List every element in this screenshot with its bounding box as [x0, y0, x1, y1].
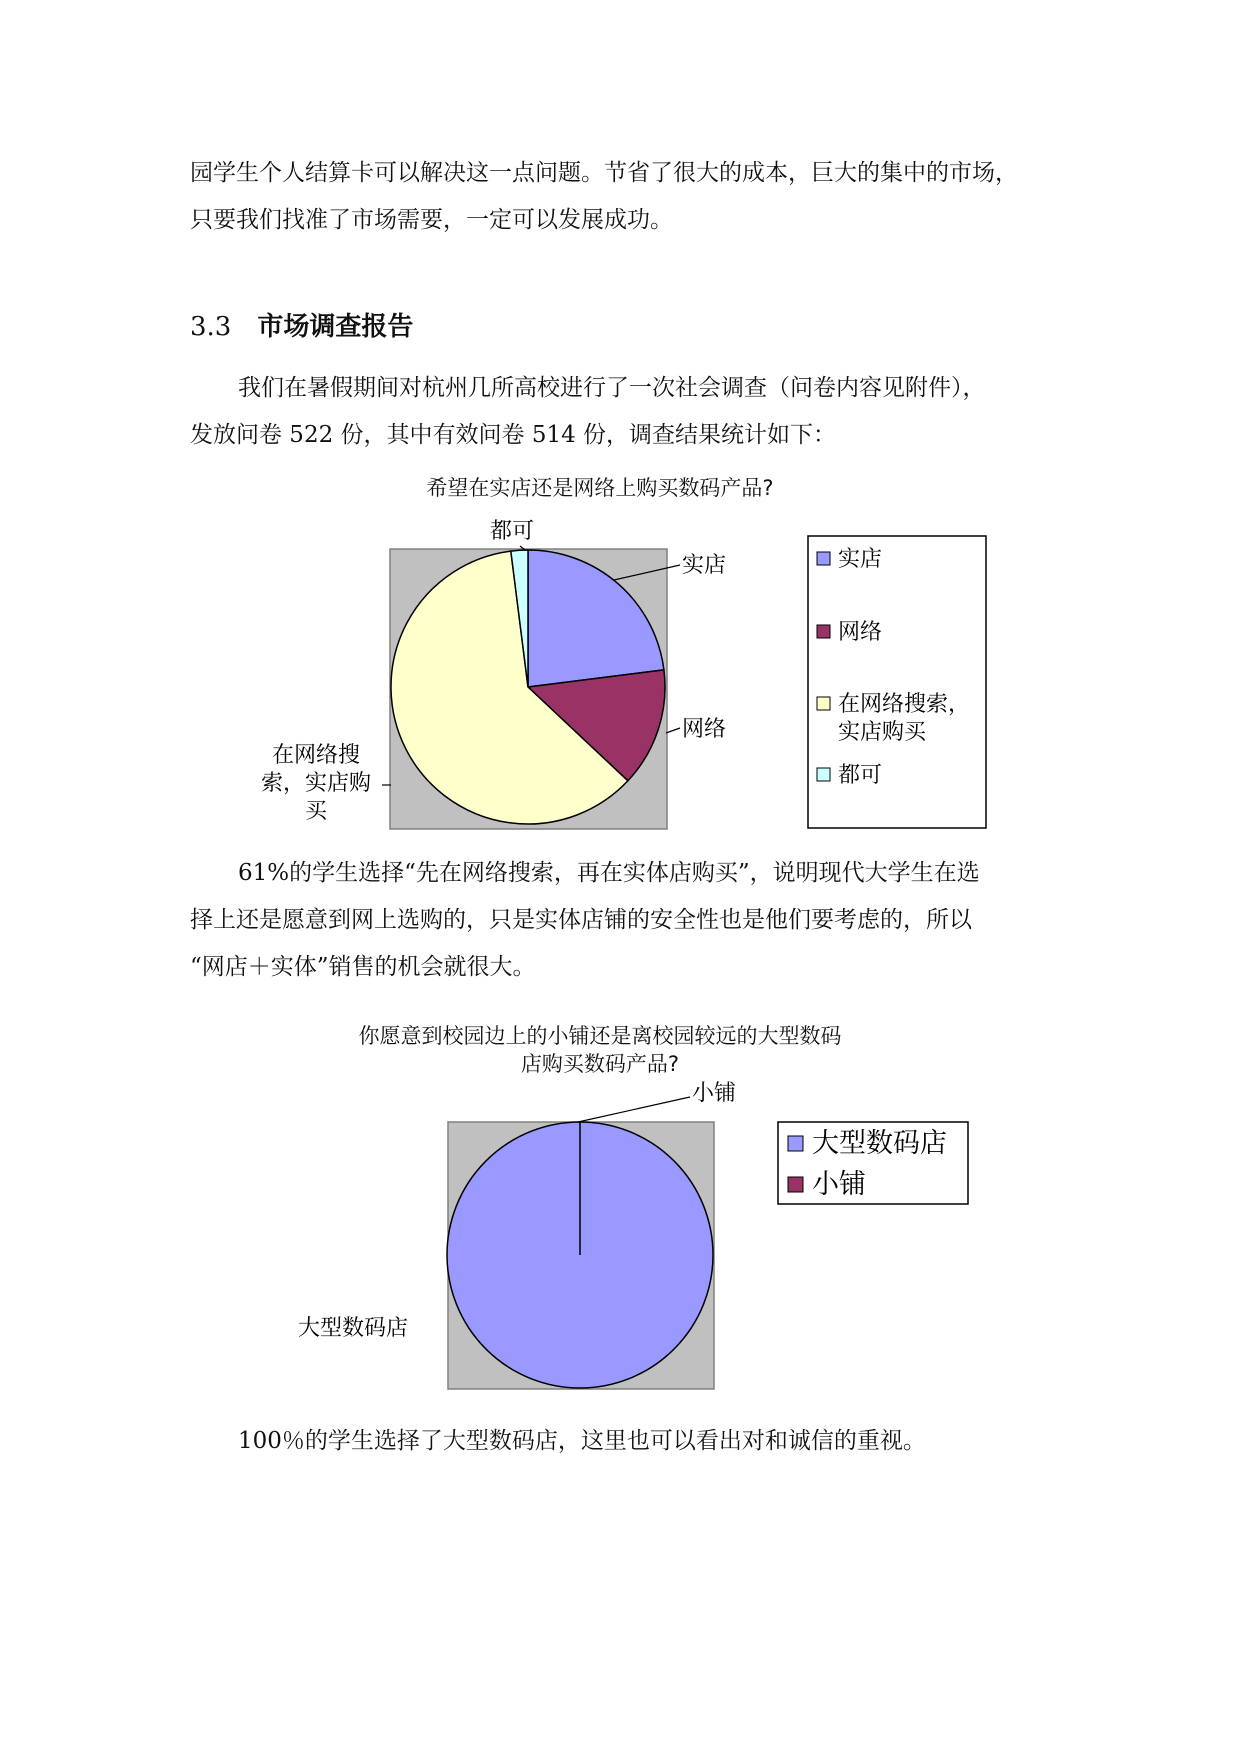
chart2-legend-swatch-1 — [788, 1136, 803, 1151]
comment1-line-3: “网店＋实体”销售的机会就很大。 — [190, 954, 536, 980]
section-title: 市场调查报告 — [257, 312, 414, 342]
survey-line-2: 发放问卷 522 份，其中有效问卷 514 份，调查结果统计如下： — [190, 422, 837, 448]
comment1-line-2: 择上还是愿意到网上选购的，只是实体店铺的安全性也是他们要考虑的，所以 — [190, 907, 972, 933]
chart2-label-daxing: 大型数码店 — [298, 1316, 409, 1341]
chart1-legend-label-3b: 实店购买 — [838, 720, 927, 745]
chart1-leader-wangluo — [666, 728, 680, 733]
chart1-legend-label-3a: 在网络搜索， — [838, 692, 971, 717]
section-number: 3.3 — [190, 312, 232, 342]
chart1-legend-label-1: 实店 — [838, 547, 883, 572]
chart1-label-zaiwangluo-3: 买 — [304, 799, 328, 824]
chart1-title: 希望在实店还是网络上购买数码产品? — [426, 476, 774, 500]
chart2-title-line-1: 你愿意到校园边上的小铺还是离校园较远的大型数码 — [358, 1024, 842, 1048]
chart1-legend-swatch-1 — [817, 552, 830, 565]
chart2-legend-label-1: 大型数码店 — [812, 1128, 947, 1159]
chart1-legend-swatch-3 — [817, 697, 830, 710]
intro-line-1: 园学生个人结算卡可以解决这一点问题。节省了很大的成本，巨大的集中的市场， — [190, 160, 1018, 186]
chart1-label-wangluo: 网络 — [682, 717, 727, 742]
chart1-label-zaiwangluo-1: 在网络搜 — [271, 743, 361, 768]
chart1-label-zaiwangluo-2: 索，实店购 — [260, 771, 372, 796]
chart2-legend-label-2: 小铺 — [812, 1169, 866, 1200]
comment2-line-1: 100％的学生选择了大型数码店，这里也可以看出对和诚信的重视。 — [238, 1428, 926, 1454]
chart2-label-xiaopu: 小铺 — [692, 1081, 737, 1106]
chart1-label-shidian: 实店 — [682, 553, 727, 578]
intro-line-2: 只要我们找准了市场需要，一定可以发展成功。 — [190, 207, 673, 233]
chart2-title-line-2: 店购买数码产品? — [520, 1052, 680, 1076]
chart2-leader-xiaopu — [578, 1097, 690, 1122]
chart1-label-douke: 都可 — [490, 519, 535, 544]
chart2-legend-swatch-2 — [788, 1177, 803, 1192]
comment1-line-1: 61%的学生选择“先在网络搜索，再在实体店购买”，说明现代大学生在选 — [238, 860, 980, 886]
chart1-legend-swatch-2 — [817, 625, 830, 638]
chart1-legend-label-2: 网络 — [838, 620, 883, 645]
chart1-legend — [808, 536, 986, 828]
chart1-legend-swatch-4 — [817, 768, 830, 781]
chart2-pie — [447, 1122, 713, 1388]
survey-line-1: 我们在暑假期间对杭州几所高校进行了一次社会调查（问卷内容见附件）， — [238, 375, 986, 401]
chart1-pie — [391, 550, 665, 824]
chart1-legend-label-4: 都可 — [838, 763, 883, 788]
